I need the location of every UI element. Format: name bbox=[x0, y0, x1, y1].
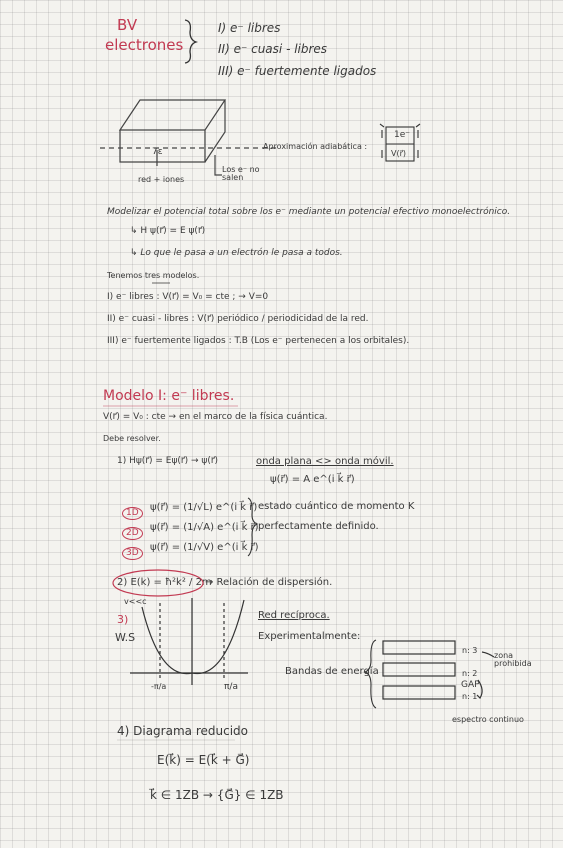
v-ll-c: v<<c bbox=[124, 597, 147, 606]
section-line-1: V(r⃗) = V₀ : cte → en el marco de la física cuántica. bbox=[103, 412, 328, 422]
step-3: 3) bbox=[117, 613, 129, 626]
eq-1d: ψ(r⃗) = (1/√L) e^(i k⃗ r⃗) bbox=[150, 502, 258, 513]
label-2d: 2D bbox=[122, 522, 143, 540]
espectro-continuo: espectro continuo bbox=[452, 715, 524, 724]
experimentalmente: Experimentalmente: bbox=[258, 631, 361, 642]
adiabatic-label: Aproximación adiabática : bbox=[263, 142, 368, 151]
dispersion-plot bbox=[130, 598, 248, 685]
section-title: Modelo I: e⁻ libres. bbox=[103, 388, 235, 404]
eq-reduced: E(k⃗) = E(k⃗ + G⃗) bbox=[157, 753, 250, 767]
gap-label: GAP bbox=[461, 680, 480, 690]
zona-prohibida: zona prohibida bbox=[494, 651, 532, 668]
energy-bands bbox=[383, 641, 494, 699]
red-reciproca: Red recíproca. bbox=[258, 610, 330, 621]
section-line-2: Debe resolver. bbox=[103, 434, 161, 443]
estado-line-2: perfectamente definido. bbox=[258, 521, 379, 532]
header-item-2: II) e⁻ cuasi - libres bbox=[218, 42, 328, 56]
intro-line-3: ↳ Lo que le pasa a un electrón le pasa a todos. bbox=[130, 248, 343, 258]
model-3: III) e⁻ fuertemente ligados : T.B (Los e⁻ pertenecen a los orbitales). bbox=[107, 336, 410, 346]
step-2-relation: → Relación de dispersión. bbox=[205, 577, 333, 588]
intro-line-1: Modelizar el potencial total sobre los e⁻ mediante un potencial efectivo monoelectrónico. bbox=[107, 207, 511, 217]
axis-left-label: -π/a bbox=[151, 682, 167, 691]
n2-label: n: 2 bbox=[462, 669, 478, 678]
bv-label: BV bbox=[117, 16, 138, 34]
electrones-label: electrones bbox=[105, 36, 184, 54]
eq-1zb: k⃗ ∈ 1ZB → {G⃗} ∈ 1ZB bbox=[150, 788, 284, 802]
n3-label: n: 3 bbox=[462, 646, 478, 655]
model-2: II) e⁻ cuasi - libres : V(r⃗) periódico / periodicidad de la red. bbox=[107, 314, 369, 324]
header-item-3: III) e⁻ fuertemente ligados bbox=[218, 64, 377, 78]
label-1d: 1D bbox=[122, 502, 143, 520]
fe-label: 7ε bbox=[152, 147, 163, 157]
psi-plane-wave: ψ(r⃗) = A e^(i k⃗ r⃗) bbox=[270, 474, 355, 485]
ws-label: W.S bbox=[115, 631, 136, 644]
adiabatic-box-bottom: V(r⃗) bbox=[391, 149, 407, 158]
electrons-escape-label: Los e⁻ no salen bbox=[222, 165, 260, 182]
header-brace bbox=[185, 20, 196, 63]
label-3d: 3D bbox=[122, 542, 143, 560]
estado-line-1: estado cuántico de momento K bbox=[258, 501, 415, 512]
adiabatic-box-top: 1e⁻ bbox=[394, 130, 411, 140]
onda-plana: onda plana <> onda móvil. bbox=[256, 456, 394, 467]
bandas-label: Bandas de energía bbox=[285, 666, 379, 677]
intro-line-2: ↳ H ψ(r⃗) = E ψ(r⃗) bbox=[130, 226, 206, 236]
axis-right-label: π/a bbox=[224, 682, 238, 692]
adiabatic-box bbox=[380, 124, 420, 161]
step-2: 2) E(k) = ħ²k² / 2m bbox=[117, 577, 212, 588]
red-iones-label: red + iones bbox=[138, 175, 185, 184]
header-item-1: I) e⁻ libres bbox=[218, 21, 281, 35]
step-4: 4) Diagrama reducido bbox=[117, 724, 248, 738]
n1-label: n: 1 bbox=[462, 692, 478, 701]
eq-2d: ψ(r⃗) = (1/√A) e^(i k⃗ r⃗) bbox=[150, 522, 259, 533]
eq-3d: ψ(r⃗) = (1/√V) e^(i k⃗ r⃗) bbox=[150, 542, 259, 553]
step-1: 1) Hψ(r⃗) = Eψ(r⃗) → ψ(r⃗) bbox=[117, 456, 219, 466]
crystal-box bbox=[100, 100, 280, 175]
model-1: I) e⁻ libres : V(r⃗) = V₀ = cte ; → V=0 bbox=[107, 292, 269, 302]
intro-line-4: Tenemos tres modelos. bbox=[107, 271, 200, 280]
